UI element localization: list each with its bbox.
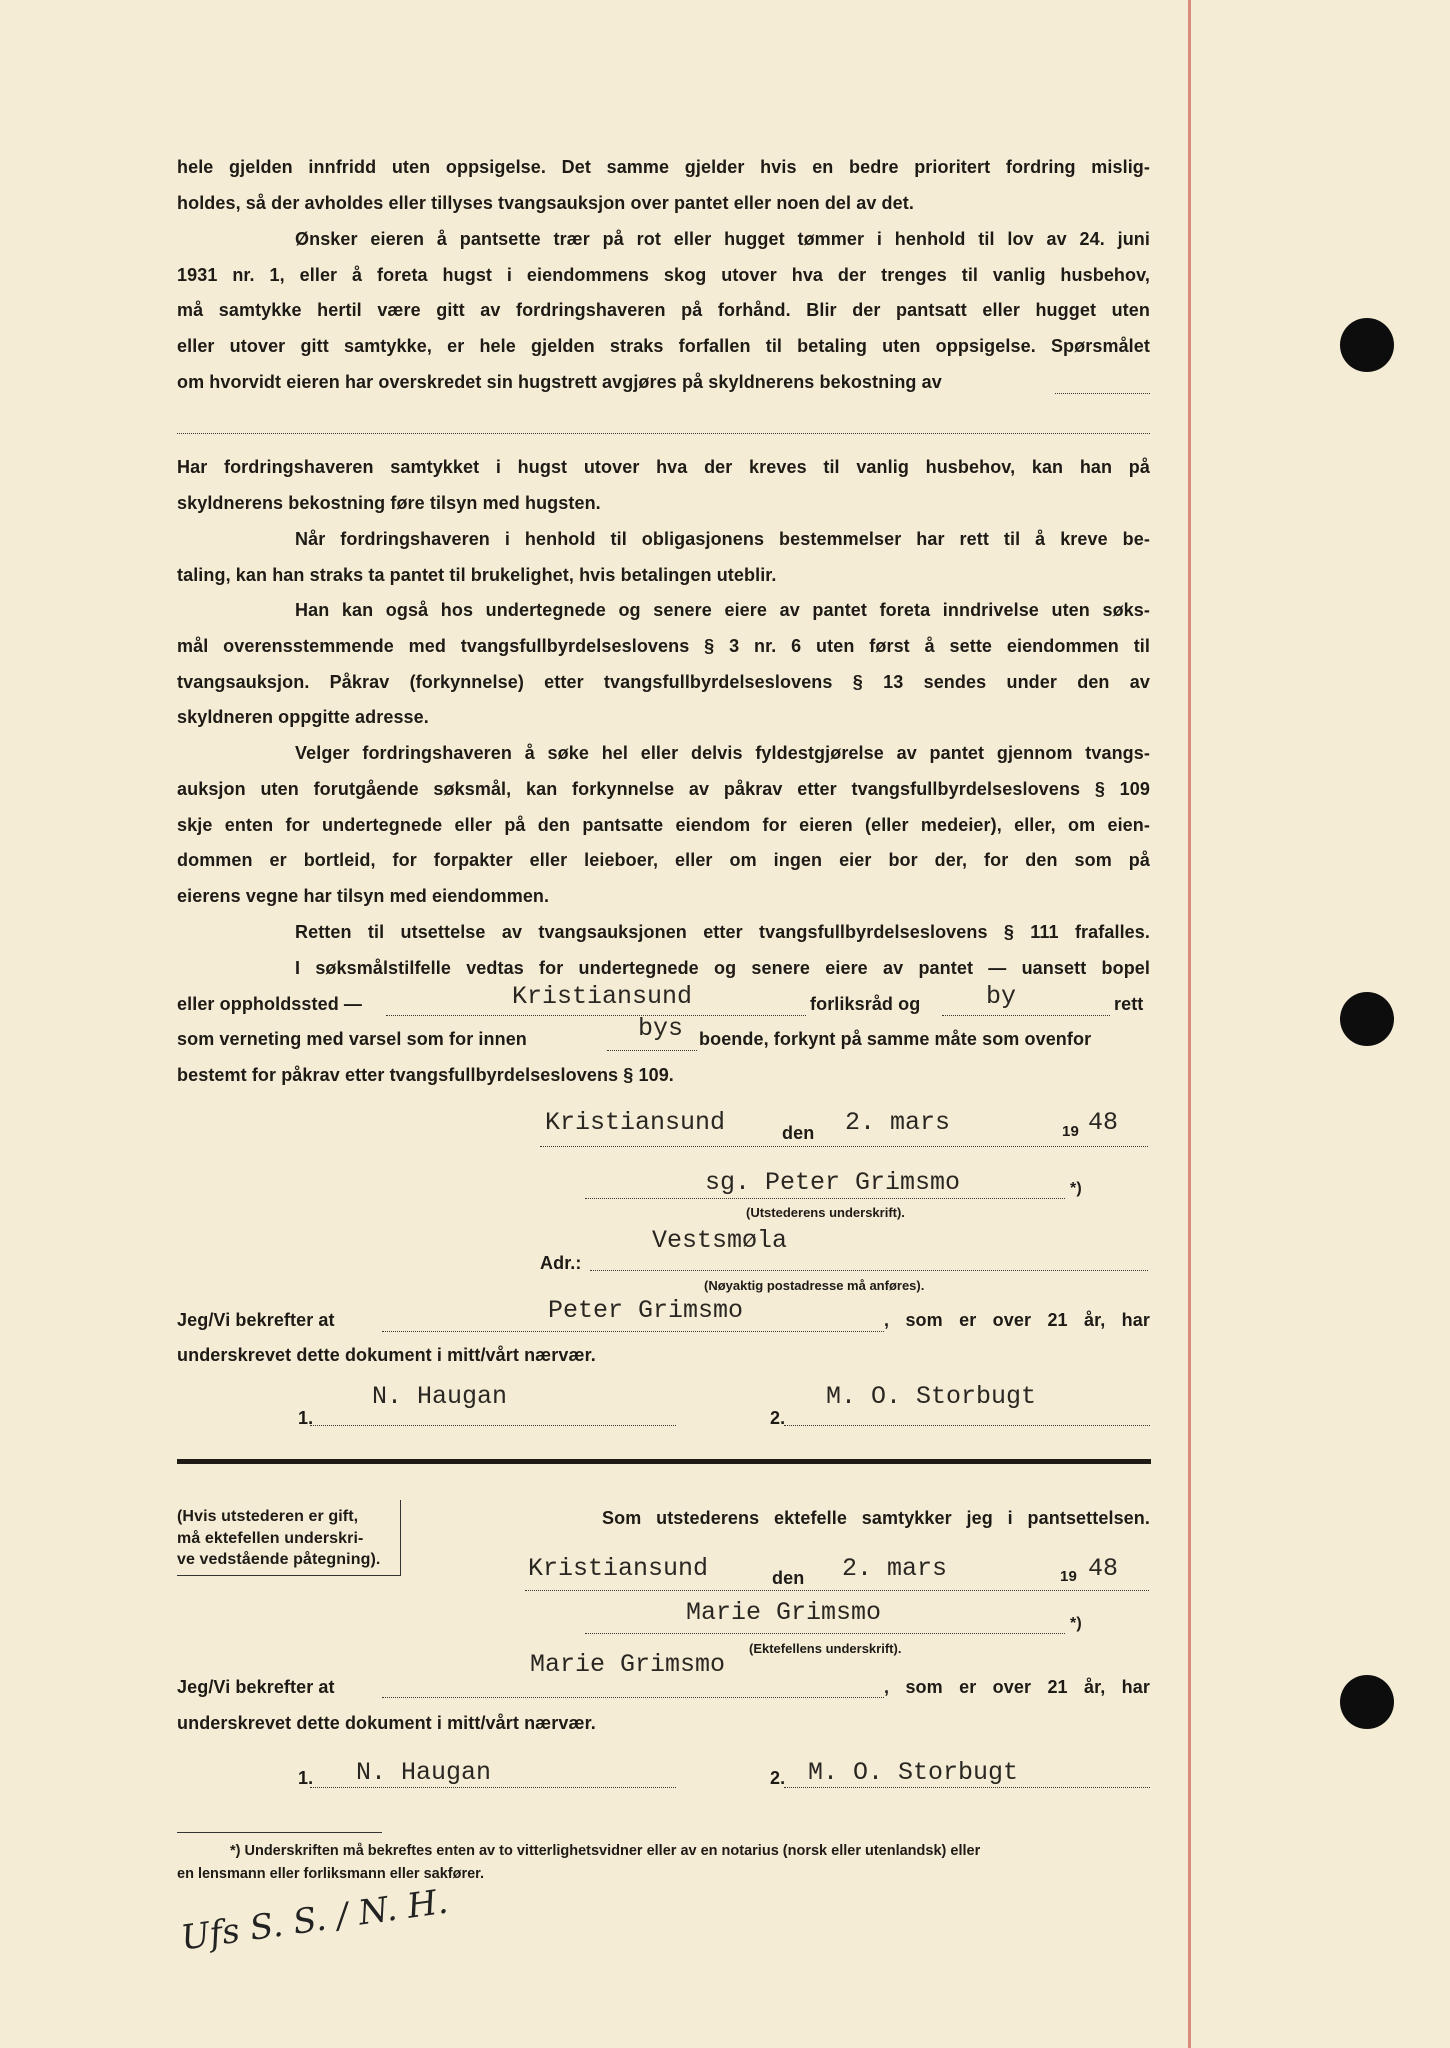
confirm-line — [382, 1331, 884, 1332]
date-den-label: den — [782, 1123, 815, 1143]
body-line: som verneting med varsel som for innen — [177, 1029, 527, 1049]
section-separator — [177, 1459, 1151, 1464]
handwritten-place: Kristiansund — [512, 982, 693, 1011]
witness-2-line — [784, 1787, 1150, 1788]
confirm-label: Jeg/Vi bekrefter at — [177, 1310, 335, 1330]
blank-line — [942, 1015, 1110, 1016]
address-value: Vestsmøla — [652, 1226, 788, 1255]
confirm-line2: underskrevet dette dokument i mitt/vårt nærvær. — [177, 1713, 596, 1733]
body-line: I søksmålstilfelle vedtas for undertegnede og senere eiere av pantet — uansett bopel — [295, 958, 1150, 978]
body-line: 1931 nr. 1, eller å foreta hugst i eiendommens skog utover hva der trenges til vanlig husbehov, — [177, 265, 1150, 285]
signature-caption: (Utstederens underskrift). — [746, 1205, 905, 1220]
body-line: må samtykke hertil være gitt av fordringshaveren på forhånd. Blir der pantsatt eller hugget uten — [177, 300, 1150, 320]
body-line: forliksråd og — [810, 994, 921, 1014]
witness-2-num: 2. — [770, 1768, 786, 1788]
blank-line — [386, 1015, 806, 1016]
body-line: dommen er bortleid, for forpakter eller leieboer, eller om ingen eier bor der, for den som på — [177, 850, 1150, 870]
body-line: Velger fordringshaveren å søke hel eller delvis fyldestgjørelse av pantet gjennom tvangs- — [295, 743, 1150, 763]
margin-rule — [1188, 0, 1191, 2048]
confirm-name: Marie Grimsmo — [530, 1650, 726, 1679]
binder-hole-top — [1340, 318, 1394, 372]
body-line: tvangsauksjon. Påkrav (forkynnelse) etter tvangsfullbyrdelseslovens § 13 sendes under den av — [177, 672, 1150, 692]
body-line: skyldneren oppgitte adresse. — [177, 707, 429, 727]
binder-hole-middle — [1340, 992, 1394, 1046]
body-line: Ønsker eieren å pantsette trær på rot eller hugget tømmer i henhold til lov av 24. juni — [295, 229, 1150, 249]
witness-1-line — [310, 1425, 676, 1426]
body-line: mål overensstemmende med tvangsfullbyrdelseslovens § 3 nr. 6 uten først å sette eiendommen til — [177, 636, 1150, 656]
body-line: Når fordringshaveren i henhold til obligasjonens bestemmelser har rett til å kreve be- — [295, 529, 1150, 549]
body-line: om hvorvidt eieren har overskredet sin hugstrett avgjøres på skyldnerens bekostning av — [177, 372, 942, 392]
witness-1-num: 1. — [298, 1408, 314, 1428]
body-line: eller oppholdssted — — [177, 994, 363, 1014]
year-suffix: 48 — [1088, 1554, 1119, 1583]
confirm-line — [382, 1697, 884, 1698]
year-prefix: 19 — [1060, 1568, 1077, 1585]
confirm-label: Jeg/Vi bekrefter at — [177, 1677, 335, 1697]
spouse-consent: Som utstederens ektefelle samtykker jeg i pantsettelsen. — [602, 1508, 1150, 1528]
witness-1-num: 1. — [298, 1768, 314, 1788]
year-prefix: 19 — [1062, 1123, 1079, 1140]
signature-mark: *) — [1070, 1180, 1082, 1197]
body-line: taling, kan han straks ta pantet til brukelighet, hvis betalingen uteblir. — [177, 565, 777, 585]
blank-line — [1055, 393, 1150, 394]
spouse-sign-place: Kristiansund — [528, 1554, 709, 1583]
signature-caption: (Ektefellens underskrift). — [749, 1641, 902, 1656]
footnote-line: en lensmann eller forliksmann eller sakfører. — [177, 1866, 485, 1882]
body-line: rett — [1114, 994, 1144, 1014]
body-line: Har fordringshaveren samtykket i hugst utover hva der kreves til vanlig husbehov, kan han på — [177, 457, 1150, 477]
handwritten-initials: Ufs S. S. / N. H. — [178, 1881, 451, 1959]
sign-date: 2. mars — [845, 1108, 951, 1137]
blank-line — [177, 433, 1150, 434]
signature-line — [585, 1198, 1065, 1199]
body-line: Han kan også hos undertegnede og senere eiere av pantet foreta inndrivelse uten søks- — [295, 600, 1150, 620]
date-line — [540, 1146, 1148, 1147]
signature-mark: *) — [1070, 1615, 1082, 1632]
signature-line — [585, 1633, 1065, 1634]
body-line: boende, forkynt på samme måte som ovenfor — [699, 1029, 1092, 1049]
confirm-tail: , som er over 21 år, har — [884, 1310, 1150, 1330]
confirm-name: Peter Grimsmo — [548, 1296, 744, 1325]
address-caption: (Nøyaktig postadresse må anføres). — [704, 1278, 925, 1293]
address-label: Adr.: — [540, 1253, 582, 1273]
spouse-signature: Marie Grimsmo — [686, 1598, 882, 1627]
body-line: Retten til utsettelse av tvangsauksjonen etter tvangsfullbyrdelseslovens § 111 frafalles. — [295, 922, 1150, 942]
sign-place: Kristiansund — [545, 1108, 726, 1137]
witness-2-name: M. O. Storbugt — [826, 1382, 1037, 1411]
confirm-line2: underskrevet dette dokument i mitt/vårt nærvær. — [177, 1345, 596, 1365]
body-line: skje enten for undertegnede eller på den pantsatte eiendom for eieren (eller medeier), eller, om eien- — [177, 815, 1150, 835]
handwritten-type: by — [986, 982, 1017, 1011]
spouse-note: (Hvis utstederen er gift, — [177, 1508, 359, 1525]
issuer-signature: sg. Peter Grimsmo — [705, 1168, 961, 1197]
note-bracket — [177, 1575, 401, 1576]
year-suffix: 48 — [1088, 1108, 1119, 1137]
body-line: auksjon uten forutgående søksmål, kan forkynnelse av påkrav etter tvangsfullbyrdelseslovens § 109 — [177, 779, 1150, 799]
blank-line — [607, 1050, 697, 1051]
address-line — [590, 1270, 1148, 1271]
spouse-note: må ektefellen underskri- — [177, 1530, 364, 1547]
footnote-rule — [177, 1832, 382, 1833]
footnote-line: *) Underskriften må bekreftes enten av to vitterlighetsvidner eller av en notarius (norsk eller utenlandsk) eller — [230, 1843, 981, 1859]
date-den-label: den — [772, 1568, 805, 1588]
confirm-tail: , som er over 21 år, har — [884, 1677, 1150, 1697]
witness-2-name: M. O. Storbugt — [808, 1758, 1019, 1787]
body-line: eller utover gitt samtykke, er hele gjelden straks forfallen til betaling uten oppsigelse. Spørsmålet — [177, 336, 1150, 356]
witness-1-name: N. Haugan — [356, 1758, 492, 1787]
witness-1-name: N. Haugan — [372, 1382, 508, 1411]
body-line: skyldnerens bekostning føre tilsyn med hugsten. — [177, 493, 601, 513]
body-line: holdes, så der avholdes eller tillyses tvangsauksjon over pantet eller noen del av det. — [177, 193, 914, 213]
binder-hole-bottom — [1340, 1675, 1394, 1729]
witness-2-num: 2. — [770, 1408, 786, 1428]
witness-2-line — [784, 1425, 1150, 1426]
spouse-sign-date: 2. mars — [842, 1554, 948, 1583]
witness-1-line — [310, 1787, 676, 1788]
body-line: hele gjelden innfridd uten oppsigelse. Det samme gjelder hvis en bedre prioritert fordring mislig- — [177, 157, 1150, 177]
body-line: eierens vegne har tilsyn med eiendommen. — [177, 886, 550, 906]
handwritten-innen: bys — [638, 1014, 684, 1043]
spouse-note: ve vedstående påtegning). — [177, 1551, 381, 1568]
body-line: bestemt for påkrav etter tvangsfullbyrdelseslovens § 109. — [177, 1065, 674, 1085]
note-bracket — [400, 1500, 401, 1575]
date-line — [525, 1590, 1149, 1591]
